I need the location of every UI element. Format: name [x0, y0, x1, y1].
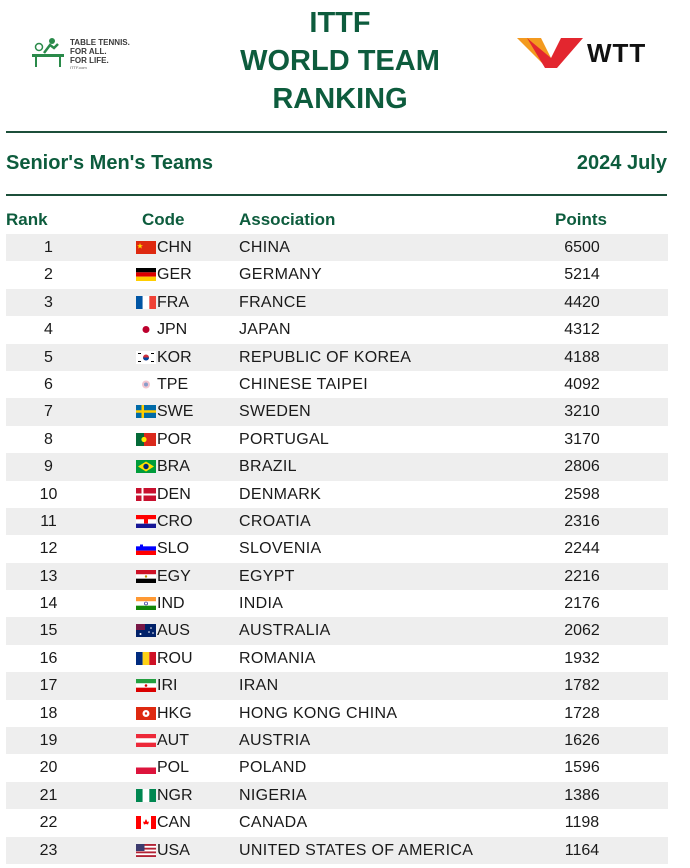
table-row [6, 261, 668, 288]
us-flag-icon [136, 844, 156, 857]
si-flag-icon [136, 542, 156, 555]
points-cell: 3210 [564, 403, 600, 421]
header [0, 0, 690, 125]
rank-cell: 17 [39, 677, 58, 695]
association-cell: JAPAN [239, 321, 291, 339]
rank-cell: 18 [39, 704, 58, 722]
association-cell: INDIA [239, 595, 284, 613]
association-cell: NIGERIA [239, 786, 307, 804]
ro-flag-icon [136, 652, 156, 665]
fr-flag-icon [136, 296, 156, 309]
dk-flag-icon [136, 488, 156, 501]
rank-cell: 2 [44, 266, 53, 284]
points-cell: 2216 [564, 567, 600, 585]
de-flag-icon [136, 268, 156, 281]
points-cell: 1932 [564, 649, 600, 667]
association-cell: CHINESE TAIPEI [239, 375, 368, 393]
table-row [6, 453, 668, 480]
title-line-1: ITTF [309, 7, 371, 39]
rank-cell: 7 [44, 403, 53, 421]
rank-cell: 20 [39, 759, 58, 777]
bottom-divider [6, 194, 667, 196]
points-cell: 1626 [564, 732, 600, 750]
table-row [6, 617, 668, 644]
points-cell: 4312 [564, 321, 600, 339]
association-cell: EGYPT [239, 567, 295, 585]
table-row [6, 508, 668, 535]
table-row [6, 535, 668, 562]
ittf-logo-sub: ITTF.com [70, 65, 87, 70]
rank-cell: 4 [44, 321, 53, 339]
points-cell: 6500 [564, 239, 600, 256]
cn-flag-icon [136, 241, 156, 254]
rank-cell: 23 [39, 841, 58, 859]
wtt-emblem-icon [517, 36, 585, 70]
association-cell: DENMARK [239, 485, 322, 503]
points-cell: 2176 [564, 595, 600, 613]
ranking-table [6, 234, 668, 864]
points-cell: 2806 [564, 458, 600, 476]
rank-cell: 9 [44, 458, 53, 476]
association-cell: PORTUGAL [239, 430, 330, 448]
code-cell: IND [157, 595, 185, 613]
in-flag-icon [136, 597, 156, 610]
rank-cell: 22 [39, 814, 58, 832]
table-row [6, 371, 668, 398]
table-row [6, 837, 668, 864]
table-row [6, 754, 668, 781]
pl-flag-icon [136, 761, 156, 774]
points-cell: 1164 [564, 841, 600, 859]
code-cell: SLO [157, 540, 190, 558]
rank-cell: 12 [39, 540, 58, 558]
rank-cell: 5 [44, 348, 53, 366]
association-cell: ROMANIA [239, 649, 316, 667]
table-row [6, 782, 668, 809]
association-cell: IRAN [239, 677, 279, 695]
jp-flag-icon [136, 323, 156, 336]
ittf-emblem-icon [30, 36, 66, 70]
code-cell: ROU [157, 649, 193, 667]
wtt-logo-text: WTT [587, 38, 647, 68]
table-row [6, 727, 668, 754]
association-cell: CROATIA [239, 512, 312, 530]
rank-cell: 16 [39, 649, 58, 667]
column-header-rank: Rank [6, 210, 48, 229]
column-header-code: Code [142, 210, 185, 229]
code-cell: AUT [157, 732, 189, 750]
table-row [6, 426, 668, 453]
points-cell: 1198 [564, 814, 600, 832]
hr-flag-icon [136, 515, 156, 528]
code-cell: NGR [157, 786, 193, 804]
rank-cell: 8 [44, 430, 53, 448]
association-cell: REPUBLIC OF KOREA [239, 348, 412, 366]
association-cell: CANADA [239, 814, 308, 832]
rank-cell: 10 [39, 485, 58, 503]
column-header-points: Points [555, 210, 607, 229]
code-cell: GER [157, 266, 192, 284]
points-cell: 2062 [564, 622, 600, 640]
points-cell: 5214 [564, 266, 600, 284]
table-row [6, 344, 668, 371]
code-cell: KOR [157, 348, 192, 366]
association-cell: FRANCE [239, 293, 307, 311]
points-cell: 4092 [564, 375, 600, 393]
association-cell: SLOVENIA [239, 540, 322, 558]
rank-cell: 13 [39, 567, 58, 585]
se-flag-icon [136, 405, 156, 418]
rank-cell: 1 [44, 239, 53, 256]
points-cell: 4188 [564, 348, 600, 366]
rank-cell: 19 [39, 732, 58, 750]
points-cell: 2244 [564, 540, 600, 558]
code-cell: CHN [157, 239, 192, 256]
association-cell: AUSTRIA [239, 732, 311, 750]
table-row [6, 645, 668, 672]
association-cell: CHINA [239, 239, 291, 256]
at-flag-icon [136, 734, 156, 747]
table-row [6, 672, 668, 699]
table-row [6, 563, 668, 590]
code-cell: USA [157, 841, 190, 859]
section-date: 2024 July [576, 152, 667, 174]
rank-cell: 11 [40, 512, 57, 530]
code-cell: JPN [157, 321, 188, 339]
code-cell: IRI [157, 677, 178, 695]
wtt-logo [517, 36, 657, 72]
table-row [6, 809, 668, 836]
code-cell: TPE [157, 375, 189, 393]
code-cell: CRO [157, 512, 193, 530]
ir-flag-icon [136, 679, 156, 692]
points-cell: 1386 [564, 786, 600, 804]
association-cell: SWEDEN [239, 403, 312, 421]
points-cell: 4420 [564, 293, 600, 311]
code-cell: POL [157, 759, 190, 777]
tpe-flag-icon [136, 378, 156, 391]
top-divider [6, 131, 667, 133]
table-row [6, 398, 668, 425]
points-cell: 1782 [564, 677, 600, 695]
rank-cell: 6 [44, 375, 53, 393]
table-row [6, 289, 668, 316]
association-cell: POLAND [239, 759, 307, 777]
code-cell: POR [157, 430, 192, 448]
table-row [6, 234, 668, 261]
association-cell: BRAZIL [239, 458, 297, 476]
code-cell: AUS [157, 622, 190, 640]
au-flag-icon [136, 624, 156, 637]
table-row [6, 316, 668, 343]
association-cell: HONG KONG CHINA [239, 704, 398, 722]
column-header-association: Association [239, 210, 336, 229]
table-row [6, 590, 668, 617]
points-cell: 1596 [564, 759, 600, 777]
association-cell: UNITED STATES OF AMERICA [239, 841, 474, 859]
hk-flag-icon [136, 707, 156, 720]
rank-cell: 15 [39, 622, 58, 640]
ca-flag-icon [136, 816, 156, 829]
points-cell: 3170 [564, 430, 600, 448]
br-flag-icon [136, 460, 156, 473]
code-cell: DEN [157, 485, 191, 503]
association-cell: AUSTRALIA [239, 622, 331, 640]
code-cell: EGY [157, 567, 191, 585]
page-title [190, 4, 490, 118]
rank-cell: 21 [39, 786, 58, 804]
pt-flag-icon [136, 433, 156, 446]
ittf-logo-text: TABLE TENNIS. FOR ALL. FOR LIFE. [70, 38, 130, 65]
ng-flag-icon [136, 789, 156, 802]
association-cell: GERMANY [239, 266, 322, 284]
code-cell: FRA [157, 293, 189, 311]
kr-flag-icon [136, 351, 156, 364]
code-cell: CAN [157, 814, 191, 832]
code-cell: BRA [157, 458, 190, 476]
points-cell: 1728 [564, 704, 600, 722]
code-cell: SWE [157, 403, 194, 421]
rank-cell: 14 [39, 595, 58, 613]
points-cell: 2316 [564, 512, 600, 530]
table-row [6, 481, 668, 508]
title-line-3: RANKING [272, 83, 408, 115]
points-cell: 2598 [564, 485, 600, 503]
eg-flag-icon [136, 570, 156, 583]
title-line-2: WORLD TEAM [240, 45, 440, 77]
ittf-logo [30, 36, 160, 72]
rank-cell: 3 [44, 293, 53, 311]
code-cell: HKG [157, 704, 192, 722]
section-title: Senior's Men's Teams [6, 152, 213, 174]
table-row [6, 700, 668, 727]
